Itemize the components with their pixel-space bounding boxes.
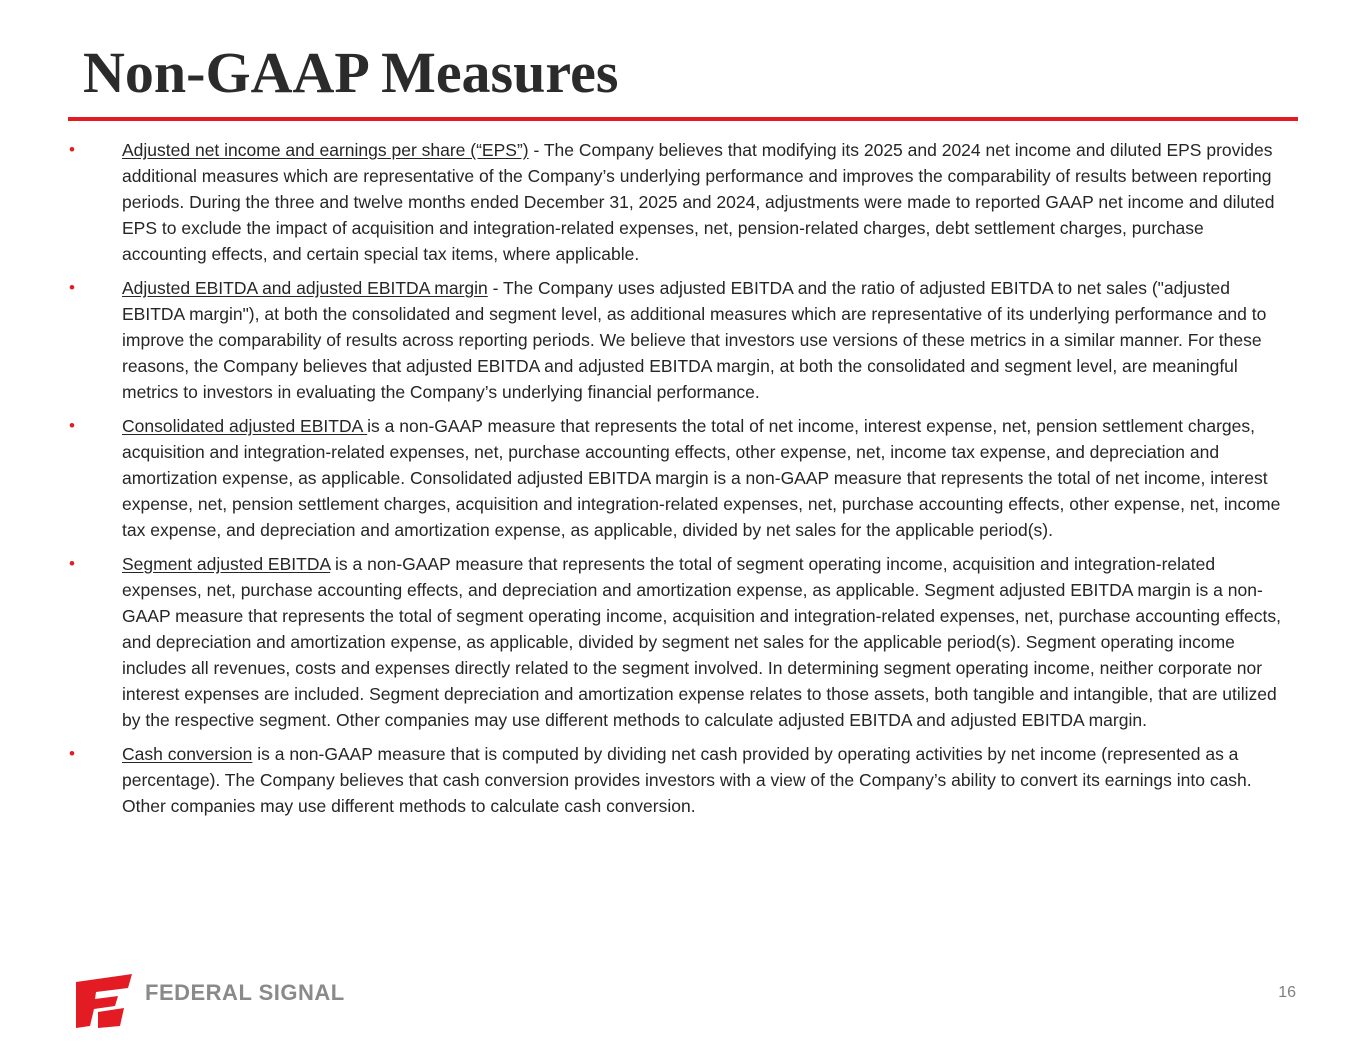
bullet-cash-conversion (0, 741, 1365, 819)
page-number: 16 (1278, 984, 1296, 1001)
definition-text: is a non-GAAP measure that represents the total of net income, interest expense, net, pension settlement charges, acquisition and integration-related expenses, net, purchase accounting effects, other expense, net, income tax expense, and depreciation and amortization expense, as applicable. Consolidated adjusted EBITDA margin is a non-GAAP measure that represents the total of net income, interest expense, net, pension settlement charges, acquisition and integration-related expenses, net, purchase accounting effects, other expense, net, income tax expense, and depreciation and amortization expense, as applicable, divided by net sales for the applicable period(s). (122, 416, 1281, 540)
logo-wordmark: FEDERAL SIGNAL (145, 980, 345, 1005)
bullet-consolidated-adjusted-ebitda (0, 413, 1365, 543)
definition-text: is a non-GAAP measure that represents the total of segment operating income, acquisition and integration-related expenses, net, purchase accounting effects, and depreciation and amortization expense, as applicable. Segment adjusted EBITDA margin is a non-GAAP measure that represents the total of segment operating income, acquisition and integration-related expenses, net, purchase accounting effects, and depreciation and amortization expense, as applicable, divided by segment net sales for the applicable period(s). Segment operating income includes all revenues, costs and expenses directly related to the segment involved. In determining segment operating income, neither corporate nor interest expenses are included. Segment depreciation and amortization expense relates to those assets, both tangible and intangible, that are utilized by the respective segment. Other companies may use different methods to calculate adjusted EBITDA and adjusted EBITDA margin. (122, 554, 1281, 730)
term-label: Adjusted EBITDA and adjusted EBITDA margin (122, 278, 488, 298)
definition-text: - The Company believes that modifying its 2025 and 2024 net income and diluted EPS provides additional measures which are representative of the Company’s underlying performance and improves the comparability of results between reporting periods. During the three and twelve months ended December 31, 2025 and 2024, adjustments were made to reported GAAP net income and diluted EPS to exclude the impact of acquisition and integration-related expenses, net, pension-related charges, debt settlement charges, purchase accounting effects, and certain special tax items, where applicable. (122, 140, 1275, 264)
definition-text: is a non-GAAP measure that is computed by dividing net cash provided by operating activities by net income (represented as a percentage). The Company believes that cash conversion provides investors with a view of the Company’s ability to convert its earnings into cash. Other companies may use different methods to calculate cash conversion. (122, 744, 1252, 816)
definition-text: - The Company uses adjusted EBITDA and the ratio of adjusted EBITDA to net sales ("adjusted EBITDA margin"), at both the consolidated and segment level, as additional measures which are representative of its underlying performance and to improve the comparability of results across reporting periods. We believe that investors use versions of these metrics in a similar manner. For these reasons, the Company believes that adjusted EBITDA and adjusted EBITDA margin, at both the consolidated and segment level, are meaningful metrics to investors in evaluating the Company’s underlying financial performance. (122, 278, 1267, 402)
term-label: Consolidated adjusted EBITDA (122, 416, 368, 436)
bullet-marker: • (69, 140, 75, 159)
term-label: Adjusted net income and earnings per share (“EPS”) (122, 140, 529, 160)
bullet-marker: • (69, 554, 75, 573)
term-label: Segment adjusted EBITDA (122, 554, 331, 574)
bullet-adjusted-ebitda-margin (0, 275, 1365, 405)
page-title: Non-GAAP Measures (83, 40, 619, 105)
bullet-marker: • (69, 744, 75, 763)
federal-signal-logo (68, 972, 358, 1028)
definitions-list (0, 137, 1365, 827)
bullet-marker: • (69, 278, 75, 297)
bullet-adjusted-net-income-eps (0, 137, 1365, 267)
term-label: Cash conversion (122, 744, 253, 764)
bullet-marker: • (69, 416, 75, 435)
bullet-segment-adjusted-ebitda (0, 551, 1365, 733)
fs-logo-icon (68, 972, 132, 1028)
title-divider (68, 117, 1298, 121)
